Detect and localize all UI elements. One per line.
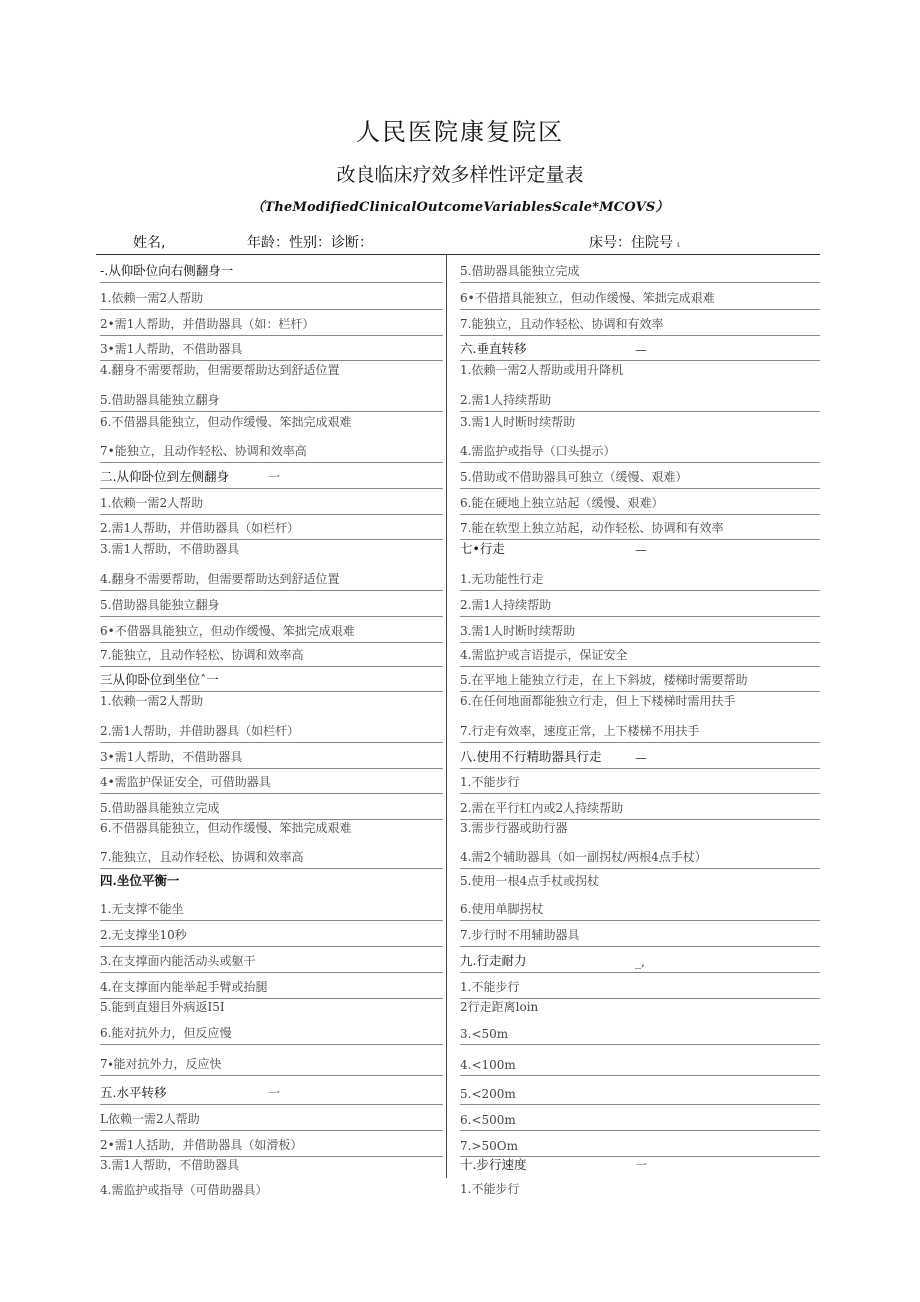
- section-heading: [460, 540, 820, 560]
- scale-item-text: 3.<50m: [460, 1027, 509, 1041]
- scale-item-text: 3•需1人帮助，不借助器具: [100, 342, 243, 356]
- scale-item-text: 6.不借器具能独立，但动作缓慢、笨拙完成艰难: [100, 415, 352, 429]
- scale-item: [100, 892, 443, 921]
- scale-item: [460, 1018, 820, 1045]
- scale-item-text: 1.依赖一需2人帮助: [100, 496, 204, 510]
- scale-item: [100, 433, 443, 463]
- scale-item-text: 4.需监护或指导（可借助器具）: [100, 1183, 268, 1197]
- scale-item-text: 1.无支撑不能坐: [100, 902, 184, 916]
- scale-item-text: 5.借助器具能独立完成: [100, 801, 220, 815]
- scale-item-text: 5.使用一根4点手杖或拐杖: [460, 874, 600, 888]
- scale-item-text: 6.使用单脚拐杖: [460, 902, 544, 916]
- scale-item: [460, 712, 820, 743]
- scale-item-text: 2•需1人括助，并借助器具（如滑板）: [100, 1138, 303, 1152]
- section-dash-mark: 一: [268, 470, 281, 484]
- scale-item: [460, 361, 820, 381]
- section-heading: [460, 947, 820, 973]
- scale-item-text: 2.需1人帮助，并借助器具（如栏杆）: [100, 724, 300, 738]
- section-heading-text: 八.使用不行精助器具行走: [460, 749, 602, 764]
- scale-item-text: 1.不能步行: [460, 980, 520, 994]
- scale-item-text: 5.借助器具能独立翻身: [100, 598, 220, 612]
- scale-item-text: 6.能在硬地上独立站起（缓慢、艰难）: [460, 496, 664, 510]
- bed-admission-labels: [589, 232, 680, 252]
- patient-info-header: [0, 230, 920, 252]
- scale-item-text: 1.依赖一需2人帮助: [100, 694, 204, 708]
- scale-item: [460, 515, 820, 540]
- scale-item-text: 2.需1人持续帮助: [460, 598, 552, 612]
- scale-item: [460, 283, 820, 310]
- name-label: 姓名,: [133, 235, 166, 251]
- scale-item: [100, 515, 443, 540]
- scale-item: [460, 1176, 820, 1200]
- scale-item: [100, 361, 443, 381]
- scale-item-text: 4.翻身不需要帮助，但需要帮助达到舒适位置: [100, 363, 340, 377]
- scale-item-text: 3.需1人帮助，不借助器具: [100, 1158, 240, 1172]
- scale-item: [460, 820, 820, 839]
- scale-item-text: 6•不借器具能独立，但动作缓慢、笨拙完成艰难: [100, 624, 355, 638]
- scale-item: [460, 617, 820, 643]
- scale-item-text: 3.需1人时断时续帮助: [460, 415, 576, 429]
- scale-item-text: 7•能独立，且动作轻松、协调和效率高: [100, 444, 307, 458]
- scale-item-text: 4.<100m: [460, 1058, 516, 1072]
- scale-item: [100, 999, 443, 1018]
- scale-item: [100, 1176, 443, 1201]
- scale-item-text: 3•需1人帮助，不借助器具: [100, 750, 243, 764]
- section-heading-text: 五.水平转移: [100, 1085, 167, 1100]
- column-divider: [446, 254, 447, 1178]
- scale-item-text: 4.需2个辅助器具（如一副拐杖/两根4点手杖）: [460, 850, 707, 864]
- section-heading-text: 九.行走耐力: [460, 953, 527, 968]
- scale-item: [460, 769, 820, 794]
- section-dash-mark: 一: [635, 1158, 648, 1172]
- scale-item-text: 1.不能步行: [460, 775, 520, 789]
- scale-item: [100, 540, 443, 560]
- scale-item: [460, 1105, 820, 1131]
- scale-item-text: 5.借助器具能独立翻身: [100, 393, 220, 407]
- scale-item-text: 7.能在软型上独立站起，动作轻松、协调和有效率: [460, 521, 724, 535]
- scale-item-text: 4.需监护或言语提示，保证安全: [460, 648, 628, 662]
- scale-item: [460, 463, 820, 489]
- scale-item-text: 4.需监护或指导（口头提示）: [460, 444, 616, 458]
- scale-item: [460, 1045, 820, 1076]
- scale-item: [100, 1131, 443, 1157]
- scale-item: [460, 643, 820, 667]
- section-heading-text: 三从仰卧位到坐位ˆ一: [100, 672, 219, 687]
- scale-item: [100, 712, 443, 743]
- scale-item: [100, 769, 443, 794]
- section-heading: [100, 667, 443, 692]
- scale-item: [460, 999, 820, 1018]
- section-heading: [460, 743, 820, 769]
- scale-item-text: L依赖一需2人帮助: [100, 1112, 200, 1126]
- section-heading-text: -.从仰卧位向右侧翻身一: [100, 263, 234, 278]
- section-dash-mark: —: [635, 543, 647, 557]
- scale-item-text: 6.不借器具能独立，但动作缓慢、笨拙完成艰难: [100, 821, 352, 835]
- scale-item: [460, 433, 820, 463]
- scale-item: [100, 283, 443, 310]
- scale-item-text: 1.依赖一需2人帮助: [100, 291, 204, 305]
- scale-item-text: 7.>50Om: [460, 1139, 518, 1153]
- scale-item: [460, 869, 820, 892]
- section-heading: [100, 463, 443, 489]
- scale-item: [100, 1045, 443, 1076]
- scale-item: [100, 560, 443, 591]
- scale-item: [100, 921, 443, 947]
- scale-item: [460, 1131, 820, 1157]
- right-column: [460, 258, 820, 1200]
- section-heading: [100, 1076, 443, 1105]
- bed-mark: ι: [677, 240, 681, 250]
- scale-item-text: 3.需1人时断时续帮助: [460, 624, 576, 638]
- scale-item-text: 7.能独立，且动作轻松、协调和效率高: [100, 648, 304, 662]
- scale-item-text: 7.步行时不用辅助器具: [460, 928, 580, 942]
- scale-item-text: 7∙能对抗外力，反应快: [100, 1057, 222, 1071]
- age-gender-diagnosis-labels: 年龄：性别：诊断：: [247, 235, 373, 251]
- section-heading-text: 二.从仰卧位到左侧翻身: [100, 469, 229, 484]
- scale-item-text: 4.翻身不需要帮助，但需要帮助达到舒适位置: [100, 572, 340, 586]
- section-heading-text: 十.步行速度: [460, 1157, 527, 1172]
- section-heading-text: 四.坐位平衡一: [100, 873, 180, 888]
- scale-item-text: 1.不能步行: [460, 1182, 520, 1196]
- scale-item: [100, 591, 443, 617]
- scale-item: [460, 692, 820, 712]
- scale-item-text: 6.<500m: [460, 1113, 516, 1127]
- scale-item: [460, 560, 820, 591]
- scale-item-text: 2行走距离loin: [460, 1000, 539, 1014]
- scale-item: [100, 947, 443, 973]
- scale-item: [460, 412, 820, 433]
- scale-item: [100, 310, 443, 336]
- scale-item-text: 5.<200m: [460, 1087, 516, 1101]
- scale-item-text: 2.需1人持续帮助: [460, 393, 552, 407]
- scale-item: [460, 794, 820, 820]
- section-dash-mark: —: [635, 751, 647, 765]
- scale-item-text: 7.能独立，且动作轻松、协调和有效率: [460, 317, 664, 331]
- scale-item: [460, 839, 820, 869]
- scale-item: [100, 794, 443, 820]
- scale-item: [100, 839, 443, 869]
- scale-item: [100, 617, 443, 643]
- scale-item-text: 6•不借措具能独立，但动作缓慢、笨拙完成艰难: [460, 291, 715, 305]
- section-dash-mark: 一: [268, 1086, 281, 1100]
- scale-item-text: 5.借助或不借助器具可独立（缓慢、艰难）: [460, 470, 688, 484]
- scale-item-text: 2.无支撑坐10秒: [100, 928, 187, 942]
- scale-item: [460, 258, 820, 283]
- scale-item: [460, 310, 820, 336]
- scale-item: [100, 692, 443, 712]
- scale-item: [100, 336, 443, 361]
- scale-item: [100, 973, 443, 999]
- scale-item-text: 6.能对抗外力，但反应慢: [100, 1026, 232, 1040]
- section-heading: [100, 258, 443, 283]
- scale-item-text: 4•需监护保证安全，可借助器具: [100, 775, 271, 789]
- scale-item-text: 5.能到直翅目外病返I5I: [100, 1000, 225, 1014]
- scale-item: [460, 892, 820, 921]
- scale-item-text: 1.无功能性行走: [460, 572, 544, 586]
- scale-item-text: 5.借助器具能独立完成: [460, 264, 580, 278]
- scale-item-text: 7.能独立，且动作轻松、协调和效率高: [100, 850, 304, 864]
- scale-item: [100, 820, 443, 839]
- scale-item: [100, 381, 443, 412]
- scale-item: [100, 643, 443, 667]
- hospital-name: 人民医院康复院区: [356, 118, 564, 146]
- section-dash-mark: _,: [635, 955, 645, 969]
- scale-item: [460, 381, 820, 412]
- section-dash-mark: —: [635, 343, 647, 357]
- scale-item-text: 3.在支撑面内能活动头或躯干: [100, 954, 256, 968]
- scale-item-text: 5.在平地上能独立行走，在上下斜坡，楼梯时需要帮助: [460, 673, 748, 687]
- scale-item-text: 4.在支撑面内能举起手臂或抬腿: [100, 980, 268, 994]
- scale-item-text: 6.在任何地面都能独立行走，但上下楼梯时需用扶手: [460, 694, 736, 708]
- header-rule: [96, 254, 820, 255]
- scale-item: [100, 412, 443, 433]
- scale-item-text: 3.需1人帮助，不借助器具: [100, 542, 240, 556]
- section-heading: [460, 1157, 820, 1176]
- section-heading: [460, 336, 820, 361]
- scale-item-text: 2.需1人帮助，并借助器具（如栏杆）: [100, 521, 300, 535]
- scale-item: [100, 1157, 443, 1176]
- scale-item: [460, 591, 820, 617]
- scale-item: [460, 1076, 820, 1105]
- scale-item: [100, 489, 443, 515]
- scale-item-text: 3.需步行器或助行器: [460, 821, 568, 835]
- scale-item: [460, 667, 820, 692]
- scale-item: [460, 921, 820, 947]
- scale-item: [100, 1018, 443, 1045]
- section-heading: [100, 869, 443, 892]
- scale-item-text: 7.行走有效率，速度正常，上下楼梯不用扶手: [460, 724, 700, 738]
- section-heading-text: 六.垂直转移: [460, 341, 527, 356]
- bed-labels-text: 床号：住院号: [589, 235, 673, 251]
- form-subtitle: （TheModifiedClinicalOutcomeVariablesScale*MCOVS）: [251, 200, 669, 215]
- left-column: [100, 258, 443, 1201]
- scale-item: [460, 489, 820, 515]
- scale-item-text: 2•需1人帮助，并借助器具（如：栏杆）: [100, 317, 315, 331]
- form-title: 改良临床疗效多样性评定量表: [336, 164, 584, 186]
- scale-item-text: 1.依赖一需2人帮助或用升降机: [460, 363, 624, 377]
- scale-item: [460, 973, 820, 999]
- scale-item-text: 2.需在平行杠内或2人持续帮助: [460, 801, 624, 815]
- section-heading-text: 七•行走: [460, 541, 505, 556]
- scale-item: [100, 1105, 443, 1131]
- scale-item: [100, 743, 443, 769]
